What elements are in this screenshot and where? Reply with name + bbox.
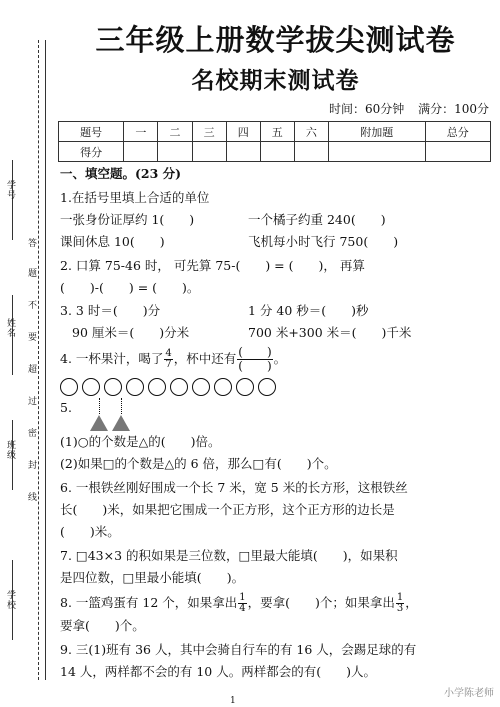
student-id-field[interactable] <box>12 160 13 240</box>
score-table-header-row <box>59 122 491 142</box>
exam-title: 三年级上册数学拔尖测试卷 <box>95 23 456 57</box>
seal-char: 要 <box>26 332 36 342</box>
question-1b: 一个橘子约重 240( ) <box>248 212 386 227</box>
exam-subtitle: 名校期末测试卷 <box>191 67 360 94</box>
score-header-cell: 六 <box>294 122 328 142</box>
class-label: 班级 <box>5 440 15 460</box>
fraction-numerator: 4 <box>165 348 172 359</box>
score-header-cell: 三 <box>192 122 226 142</box>
circle-icon <box>104 378 122 396</box>
question-7b: 是四位数，□里最小能填( )。 <box>60 570 245 585</box>
score-header-cell: 总分 <box>425 122 490 142</box>
circle-icon <box>192 378 210 396</box>
circle-icon <box>170 378 188 396</box>
section-heading: 一、填空题。(23 分) <box>60 166 182 181</box>
circle-icon <box>60 378 78 396</box>
question-8-end: ， <box>405 595 418 610</box>
watermark: 小学陈老师 <box>444 688 494 699</box>
fraction-denominator: ( ) <box>238 359 272 373</box>
question-3c: 90 厘米＝( )分米 <box>72 325 190 340</box>
seal-char: 不 <box>26 300 36 310</box>
score-header-cell: 题号 <box>59 122 124 142</box>
question-9a: 9. 三(1)班有 36 人，其中会骑自行车的有 16 人，会踢足球的有 <box>60 642 417 657</box>
seal-char: 密 <box>26 428 36 438</box>
question-8-text: 8. 一篮鸡蛋有 12 个，如果拿出 <box>60 595 238 610</box>
triangle-icon <box>112 415 130 431</box>
school-label: 学校 <box>5 590 15 610</box>
score-cell[interactable] <box>158 142 192 162</box>
fraction-numerator: 1 <box>396 592 404 603</box>
question-2a: 2. 口算 75-46 时， 可先算 75-( ) = ( )， 再算 <box>60 258 365 273</box>
question-5-label: 5. <box>60 400 72 415</box>
question-3d: 700 米+300 米＝( )千米 <box>248 325 412 340</box>
question-7a: 7. □43×3 的积如果是三位数，□里最大能填( )，如果积 <box>60 548 398 563</box>
fraction-one-third <box>396 593 404 614</box>
question-5a: (1)○的个数是△的( )倍。 <box>60 434 221 449</box>
question-6b: 长( )米，如果把它围成一个正方形，这个正方形的边长是 <box>60 502 395 517</box>
name-label: 姓名 <box>5 318 15 338</box>
score-header-cell: 五 <box>260 122 294 142</box>
page-number: 1 <box>230 696 236 706</box>
exam-info <box>319 100 489 117</box>
fraction-denominator: 4 <box>239 603 246 614</box>
fraction-denominator: 3 <box>396 603 404 614</box>
question-8b: 要拿( )个。 <box>60 618 145 633</box>
triangle-icon <box>90 415 108 431</box>
fraction-numerator: ( ) <box>238 345 272 359</box>
question-1c: 课间休息 10( ) <box>60 234 165 249</box>
exam-page <box>58 0 493 707</box>
score-table-score-row <box>59 142 491 162</box>
score-cell[interactable] <box>328 142 425 162</box>
seal-char: 过 <box>26 396 36 406</box>
seal-char: 封 <box>26 460 36 470</box>
question-5b: (2)如果□的个数是△的 6 倍，那么□有( )个。 <box>60 456 337 471</box>
score-header-cell: 四 <box>226 122 260 142</box>
circle-icon <box>258 378 276 396</box>
fraction-denominator: 7 <box>165 359 172 370</box>
question-9b: 14 人，两样都不会的有 10 人。两样都会的有( )人。 <box>60 664 376 679</box>
score-header-cell: 一 <box>124 122 158 142</box>
score-cell[interactable] <box>260 142 294 162</box>
student-id-label: 学号 <box>5 180 15 200</box>
seal-solid-line <box>45 40 46 680</box>
question-2b: ( )-( ) = ( )。 <box>60 280 200 295</box>
circle-icon <box>82 378 100 396</box>
full-score: 满分：100分 <box>418 102 489 116</box>
seal-char: 题 <box>26 268 36 278</box>
circle-icon <box>148 378 166 396</box>
score-row-label: 得分 <box>59 142 124 162</box>
score-cell[interactable] <box>226 142 260 162</box>
seal-char: 超 <box>26 364 36 374</box>
question-4-end: 。 <box>273 351 287 366</box>
question-3b: 1 分 40 秒＝( )秒 <box>248 303 369 318</box>
question-1d: 飞机每小时飞行 750( ) <box>248 234 399 249</box>
question-3a: 3. 3 时＝( )分 <box>60 303 161 318</box>
question-6c: ( )米。 <box>60 524 120 539</box>
question-6a: 6. 一根铁丝刚好围成一个长 7 米，宽 5 米的长方形，这根铁丝 <box>60 480 408 495</box>
question-4-mid: ，杯中还有 <box>173 351 237 366</box>
fraction-four-sevenths <box>164 349 172 370</box>
seal-char: 答 <box>26 238 36 248</box>
score-header-cell: 二 <box>158 122 192 142</box>
question-8 <box>60 593 418 614</box>
score-cell[interactable] <box>425 142 490 162</box>
question-4 <box>60 346 286 373</box>
question-1a: 一张身份证厚约 1( ) <box>60 212 195 227</box>
question-8-mid: ，要拿( )个；如果拿出 <box>247 595 395 610</box>
score-header-cell: 附加题 <box>328 122 425 142</box>
dotted-line <box>99 398 100 414</box>
seal-dashed-line <box>38 40 39 680</box>
question-1: 1.在括号里填上合适的单位 <box>60 190 210 205</box>
fraction-one-fourth <box>238 593 246 614</box>
seal-char: 线 <box>26 492 36 502</box>
dotted-line <box>121 398 122 414</box>
score-cell[interactable] <box>124 142 158 162</box>
binding-strip <box>0 0 52 707</box>
fraction-blank[interactable] <box>237 346 272 373</box>
score-cell[interactable] <box>192 142 226 162</box>
score-table <box>58 121 491 162</box>
circle-icon <box>214 378 232 396</box>
score-cell[interactable] <box>294 142 328 162</box>
circle-icon <box>236 378 254 396</box>
fraction-numerator: 1 <box>239 592 246 603</box>
time-limit: 时间：60分钟 <box>328 102 405 116</box>
circle-icon <box>126 378 144 396</box>
question-4-text: 4. 一杯果汁，喝了 <box>60 351 164 366</box>
